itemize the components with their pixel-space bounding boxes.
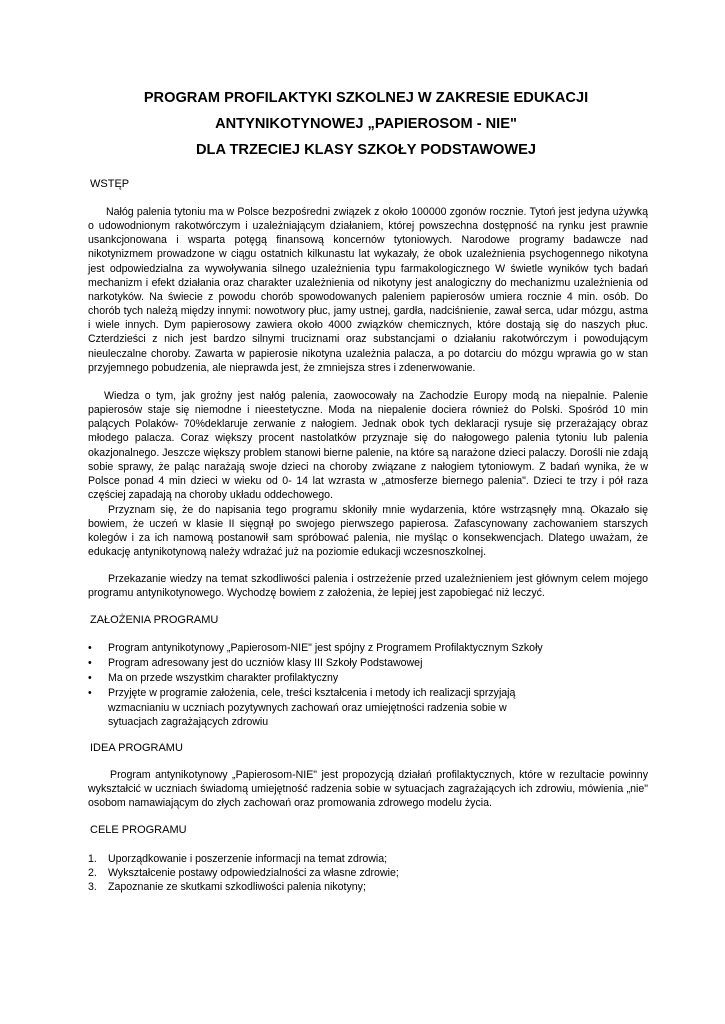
list-item bbox=[0, 852, 725, 866]
intro-heading: WSTĘP bbox=[90, 178, 130, 190]
list-item bbox=[0, 686, 548, 728]
list-item-text: Program antynikotynowy „Papierosom-NIE" jest spójny z Programem Profilaktycznym Szkoły bbox=[108, 642, 543, 654]
idea-heading: IDEA PROGRAMU bbox=[90, 742, 183, 754]
list-item bbox=[0, 656, 548, 670]
list-number: 1. bbox=[88, 853, 97, 865]
assumptions-heading: ZAŁOŻENIA PROGRAMU bbox=[90, 614, 219, 626]
list-item-text: Zapoznanie ze skutkami szkodliwości palenia nikotyny; bbox=[108, 881, 366, 894]
bullet-icon: • bbox=[88, 687, 92, 700]
goals-list bbox=[0, 852, 725, 894]
title-line-1: PROGRAM PROFILAKTYKI SZKOLNEJ W ZAKRESIE EDUKACJI bbox=[143, 90, 589, 106]
list-item bbox=[0, 866, 725, 880]
goals-heading: CELE PROGRAMU bbox=[90, 824, 187, 836]
intro-paragraph-3: Przyznam się, że do napisania tego programu skłoniły mnie wydarzenia, które wstrząsnęły mną. Okazało się bowiem, że uczeń w klasie II sięgnął po swojego pierwszego papierosa. Zafascynowany zachowaniem starszych kolegów i za ich namową postanowił sam spróbować palenia, nie myśląc o konsekwencjach. Dlatego uważam, że edukację antynikotynową należy wdrażać już na poziomie edukacji wczesnoszkolnej. bbox=[88, 504, 648, 559]
list-item bbox=[0, 671, 548, 685]
list-item-text: Uporządkowanie i poszerzenie informacji na temat zdrowia; bbox=[108, 853, 388, 865]
intro-paragraph-2: Wiedza o tym, jak groźny jest nałóg palenia, zaowocowały na Zachodzie Europy modą na niepalnie. Palenie papierosów staje się niemodne i nieestetyczne. Moda na niepalenie dociera również do Polski. Spośród 10 min palących Polaków- 70%deklaruje zerwanie z nałogiem. Jednak obok tych deklaracji rysuje się przerażający obraz młodego palacza. Coraz większy procent nastolatków przyznaje się do nałogowego palenia tytoniu lub palenia okazjonalnego. Jeszcze większy problem stanowi bierne palenie, na które są narażone dzieci palaczy. Dorośli nie zdają sobie sprawy, że paląc narażają swoje dzieci na choroby związane z nałogiem tytoniowym. Z badań wynika, że w Polsce ponad 4 min dzieci w wieku od 0- 14 lat wzrasta w „atmosferze biernego palenia". Dzieci te trzy i pół raza częściej zapadają na choroby układu oddechowego. bbox=[88, 390, 648, 502]
list-item bbox=[0, 641, 548, 655]
list-item-text: Wykształcenie postawy odpowiedzialności za własne zdrowie; bbox=[108, 867, 399, 880]
bullet-icon: • bbox=[88, 672, 92, 685]
list-item-text: Program adresowany jest do uczniów klasy III Szkoły Podstawowej bbox=[108, 657, 423, 670]
intro-paragraph-1: Nałóg palenia tytoniu ma w Polsce bezpośredni związek z około 100000 zgonów rocznie. Tytoń jest jedyna używką o udowodnionym rakotwórczym i uzależniającym działaniem, której powszechna dostępność na rynku jest prawnie usankcjonowana i wsparta potęgą finansową koncernów tytoniowych. Narodowe programy badawcze nad nikotynizmem prowadzone w ciągu ostatnich kilkunastu lat wykazały, że obok uzależnienia psychogennego nikotyna jest odpowiedzialna za wywoływania silnego uzależnienia typu farmakologicznego W świetle wyników tych badań mechanizm i efekt działania oraz charakter uzależnienia od nikotyny jest analogiczny do mechanizmu uzależnienia od narkotyków. Na świecie z powodu chorób spowodowanych paleniem papierosów umiera rocznie 4 min. osób. Do chorób tych należą między innymi: nowotwory płuc, jamy ustnej, gardła, nadciśnienie, zawał serca, udar mózgu, astma i wiele innych. Dym papierosowy zawiera około 4000 związków chemicznych, które dostają się do naszych płuc. Czterdzieści z nich jest bardzo silnymi truciznami oraz substancjami o działaniu rakotwórczym i powodującym nieuleczalne choroby. Zawarta w papierosie nikotyna uzależnia palacza, a po dotarciu do mózgu wprawia go w stan przyjemnego pobudzenia, ale nieprawda jest, że zmniejsza stres i zdenerwowanie. bbox=[88, 206, 648, 374]
idea-paragraph: Program antynikotynowy „Papierosom-NIE" jest propozycją działań profilaktycznych, które w rezultacie powinny wykształcić w uczniach świadomą umiejętność radzenia sobie w sytuacjach zagrażających ich zdrowiu, mówienia „nie" osobom namawiającym do złych zachowań oraz promowania zdrowego modelu życia. bbox=[88, 769, 648, 810]
title-line-2: ANTYNIKOTYNOWEJ „PAPIEROSOM - NIE" bbox=[215, 116, 517, 132]
bullet-icon: • bbox=[88, 642, 92, 654]
title-line-3: DLA TRZECIEJ KLASY SZKOŁY PODSTAWOWEJ bbox=[195, 142, 536, 158]
list-number: 2. bbox=[88, 867, 97, 880]
list-item bbox=[0, 880, 725, 894]
intro-paragraph-4: Przekazanie wiedzy na temat szkodliwości palenia i ostrzeżenie przed uzależnieniem jest głównym celem mojego programu antynikotynowego. Wychodzę bowiem z założenia, że lepiej jest zapobiegać niż leczyć. bbox=[88, 573, 648, 600]
list-number: 3. bbox=[88, 881, 97, 894]
bullet-icon: • bbox=[88, 657, 92, 670]
list-item-text: Przyjęte w programie założenia, cele, treści kształcenia i metody ich realizacji sprzyjają wzmacnianiu w uczniach pozytywnych zachowań oraz umiejętności radzenia sobie w sytuacjach zagrażających zdrowiu bbox=[108, 687, 516, 728]
assumptions-list bbox=[0, 641, 725, 729]
list-item-text: Ma on przede wszystkim charakter profilaktyczny bbox=[108, 672, 339, 685]
